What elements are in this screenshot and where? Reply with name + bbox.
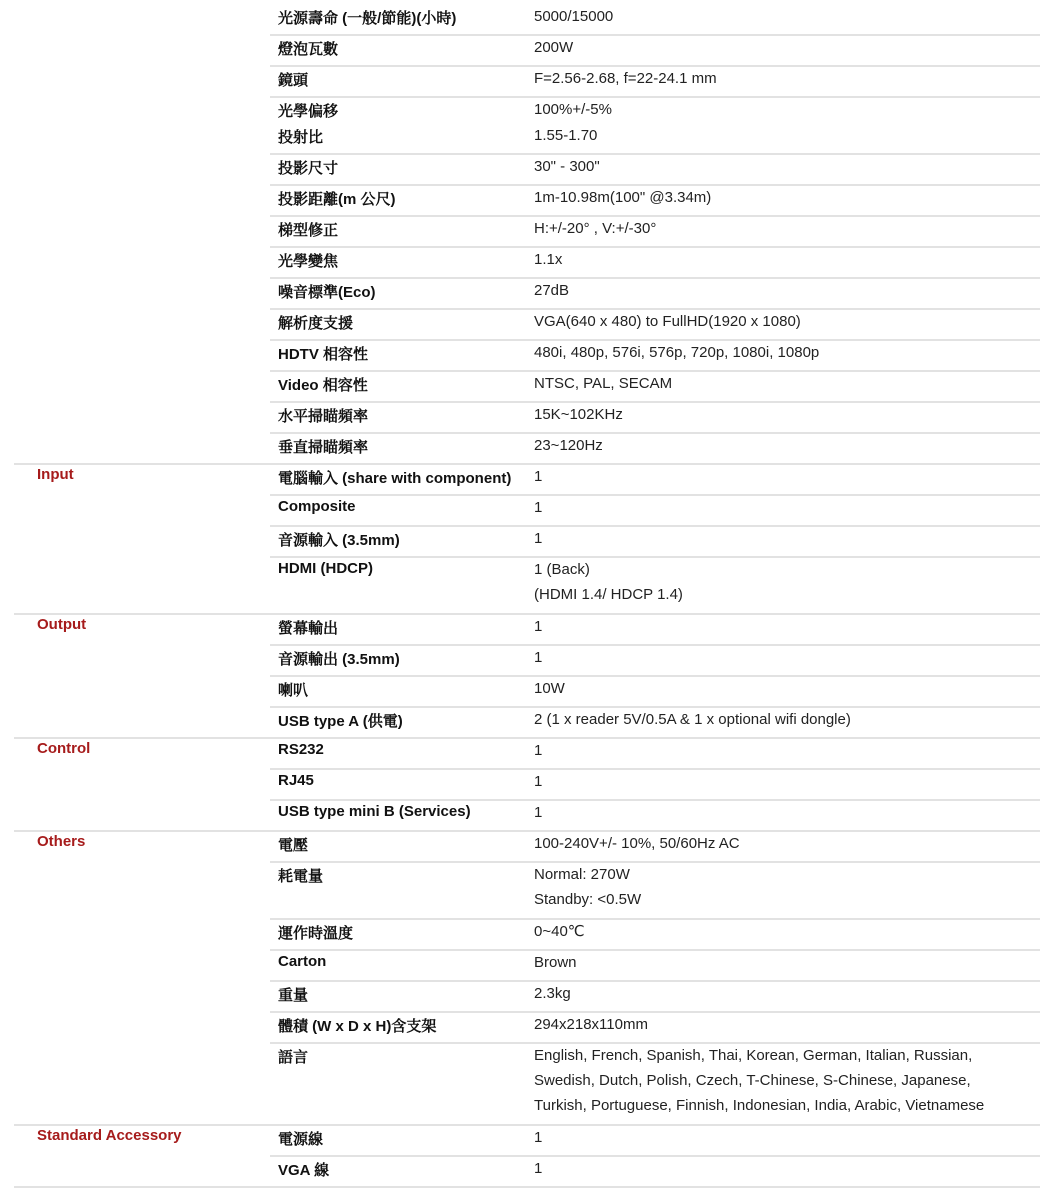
spec-label: 光源壽命 (一般/節能)(小時) bbox=[278, 10, 457, 27]
spec-value: 1.1x bbox=[534, 251, 563, 268]
spec-value: 294x218x110mm bbox=[534, 1016, 648, 1033]
spec-row bbox=[0, 123, 1040, 154]
spec-value: 200W bbox=[534, 39, 574, 56]
spec-value: 480i, 480p, 576i, 576p, 720p, 1080i, 1080p bbox=[534, 344, 820, 361]
spec-label: HDMI (HDCP) bbox=[278, 560, 373, 577]
spec-row bbox=[0, 676, 1040, 707]
spec-label: 電腦輸入 (share with component) bbox=[278, 470, 512, 487]
spec-value: 2 (1 x reader 5V/0.5A & 1 x optional wifi dongle) bbox=[534, 711, 851, 728]
spec-row bbox=[0, 278, 1040, 309]
spec-value: Swedish, Dutch, Polish, Czech, T-Chinese, S-Chinese, Japanese, bbox=[534, 1072, 971, 1089]
spec-row bbox=[0, 557, 1040, 614]
spec-label: 電壓 bbox=[278, 837, 309, 854]
spec-value: 1m-10.98m(100" @3.34m) bbox=[534, 189, 712, 206]
spec-label: Video 相容性 bbox=[278, 377, 368, 394]
spec-value: Brown bbox=[534, 954, 577, 971]
spec-label: VGA 線 bbox=[278, 1162, 330, 1179]
section-category: Input bbox=[37, 466, 74, 483]
spec-label: 體積 (W x D x H)含支架 bbox=[278, 1018, 437, 1035]
spec-label: RS232 bbox=[278, 741, 324, 758]
spec-value: NTSC, PAL, SECAM bbox=[534, 375, 673, 392]
spec-row bbox=[0, 707, 1040, 738]
spec-value: 15K~102KHz bbox=[534, 406, 623, 423]
spec-value: H:+/-20° , V:+/-30° bbox=[534, 220, 657, 237]
spec-label: 投射比 bbox=[278, 129, 324, 146]
spec-row bbox=[0, 1043, 1040, 1125]
spec-value: 1 bbox=[534, 773, 543, 790]
spec-row bbox=[0, 526, 1040, 557]
spec-row bbox=[0, 614, 1040, 645]
spec-value: 1 (Back) bbox=[534, 561, 590, 578]
spec-label: 解析度支援 bbox=[278, 315, 354, 332]
spec-value: 1 bbox=[534, 1160, 543, 1177]
spec-row bbox=[0, 738, 1040, 769]
spec-label: 燈泡瓦數 bbox=[278, 41, 339, 58]
spec-label: 耗電量 bbox=[278, 868, 324, 885]
spec-value: 1 bbox=[534, 649, 543, 666]
spec-value: 2.3kg bbox=[534, 985, 571, 1002]
spec-row bbox=[0, 1125, 1040, 1156]
spec-value: 27dB bbox=[534, 282, 570, 299]
spec-row bbox=[0, 340, 1040, 371]
spec-row bbox=[0, 433, 1040, 464]
spec-label: 光學變焦 bbox=[278, 253, 339, 270]
spec-row bbox=[0, 919, 1040, 950]
spec-row bbox=[0, 4, 1040, 35]
spec-row bbox=[0, 645, 1040, 676]
spec-value: 1.55-1.70 bbox=[534, 127, 598, 144]
spec-row bbox=[0, 66, 1040, 97]
spec-value: Turkish, Portuguese, Finnish, Indonesian, India, Arabic, Vietnamese bbox=[534, 1097, 985, 1114]
spec-label: USB type A (供電) bbox=[278, 713, 403, 730]
spec-row bbox=[0, 371, 1040, 402]
spec-label: 電源線 bbox=[278, 1131, 324, 1148]
spec-label: 鏡頭 bbox=[278, 72, 309, 89]
section-category: Standard Accessory bbox=[37, 1127, 182, 1144]
spec-row bbox=[0, 950, 1040, 981]
spec-row bbox=[0, 800, 1040, 831]
spec-value: 30" - 300" bbox=[534, 158, 600, 175]
spec-row bbox=[0, 831, 1040, 862]
spec-value: F=2.56-2.68, f=22-24.1 mm bbox=[534, 70, 717, 87]
spec-label: 喇叭 bbox=[278, 682, 309, 699]
spec-value: 23~120Hz bbox=[534, 437, 603, 454]
spec-value: Standby: <0.5W bbox=[534, 891, 642, 908]
spec-value: 10W bbox=[534, 680, 565, 697]
spec-value: VGA(640 x 480) to FullHD(1920 x 1080) bbox=[534, 313, 801, 330]
spec-row bbox=[0, 1156, 1040, 1187]
spec-row bbox=[0, 769, 1040, 800]
spec-label: 光學偏移 bbox=[278, 103, 339, 120]
spec-row bbox=[0, 402, 1040, 433]
spec-label: 噪音標準(Eco) bbox=[278, 284, 376, 301]
spec-label: 梯型修正 bbox=[278, 222, 339, 239]
spec-value: 100-240V+/- 10%, 50/60Hz AC bbox=[534, 835, 740, 852]
spec-label: 垂直掃瞄頻率 bbox=[278, 439, 369, 456]
spec-value: 100%+/-5% bbox=[534, 101, 612, 118]
spec-value: 1 bbox=[534, 499, 543, 516]
spec-value: (HDMI 1.4/ HDCP 1.4) bbox=[534, 586, 683, 603]
spec-value: 5000/15000 bbox=[534, 8, 614, 25]
spec-value: 1 bbox=[534, 742, 543, 759]
spec-row bbox=[0, 216, 1040, 247]
spec-row bbox=[0, 35, 1040, 66]
spec-label: USB type mini B (Services) bbox=[278, 803, 471, 820]
section-category: Others bbox=[37, 833, 86, 850]
section-category: Control bbox=[37, 740, 91, 757]
spec-label: 運作時溫度 bbox=[278, 925, 354, 942]
spec-value: 1 bbox=[534, 468, 543, 485]
spec-row bbox=[0, 464, 1040, 495]
spec-value: 1 bbox=[534, 618, 543, 635]
spec-label: 音源輸出 (3.5mm) bbox=[278, 651, 400, 668]
spec-row bbox=[0, 154, 1040, 185]
spec-value: Normal: 270W bbox=[534, 866, 630, 883]
spec-label: 重量 bbox=[278, 987, 309, 1004]
spec-label: 投影尺寸 bbox=[278, 160, 339, 177]
spec-value: 1 bbox=[534, 1129, 543, 1146]
spec-row bbox=[0, 185, 1040, 216]
spec-row bbox=[0, 309, 1040, 340]
spec-row bbox=[0, 495, 1040, 526]
spec-label: Carton bbox=[278, 953, 327, 970]
spec-row bbox=[0, 981, 1040, 1012]
spec-value: 0~40℃ bbox=[534, 923, 585, 940]
spec-label: Composite bbox=[278, 498, 356, 515]
spec-row bbox=[0, 247, 1040, 278]
spec-label: 語言 bbox=[278, 1049, 309, 1066]
spec-value: English, French, Spanish, Thai, Korean, German, Italian, Russian, bbox=[534, 1047, 973, 1064]
spec-label: 水平掃瞄頻率 bbox=[278, 408, 369, 425]
spec-label: 投影距離(m 公尺) bbox=[278, 191, 396, 208]
section-divider bbox=[14, 1186, 1040, 1188]
spec-label: RJ45 bbox=[278, 772, 314, 789]
spec-label: 音源輸入 (3.5mm) bbox=[278, 532, 400, 549]
spec-label: 螢幕輸出 bbox=[278, 620, 339, 637]
section-category: Output bbox=[37, 616, 87, 633]
spec-value: 1 bbox=[534, 804, 543, 821]
spec-value: 1 bbox=[534, 530, 543, 547]
spec-row bbox=[0, 1012, 1040, 1043]
spec-row bbox=[0, 862, 1040, 919]
spec-label: HDTV 相容性 bbox=[278, 346, 369, 363]
